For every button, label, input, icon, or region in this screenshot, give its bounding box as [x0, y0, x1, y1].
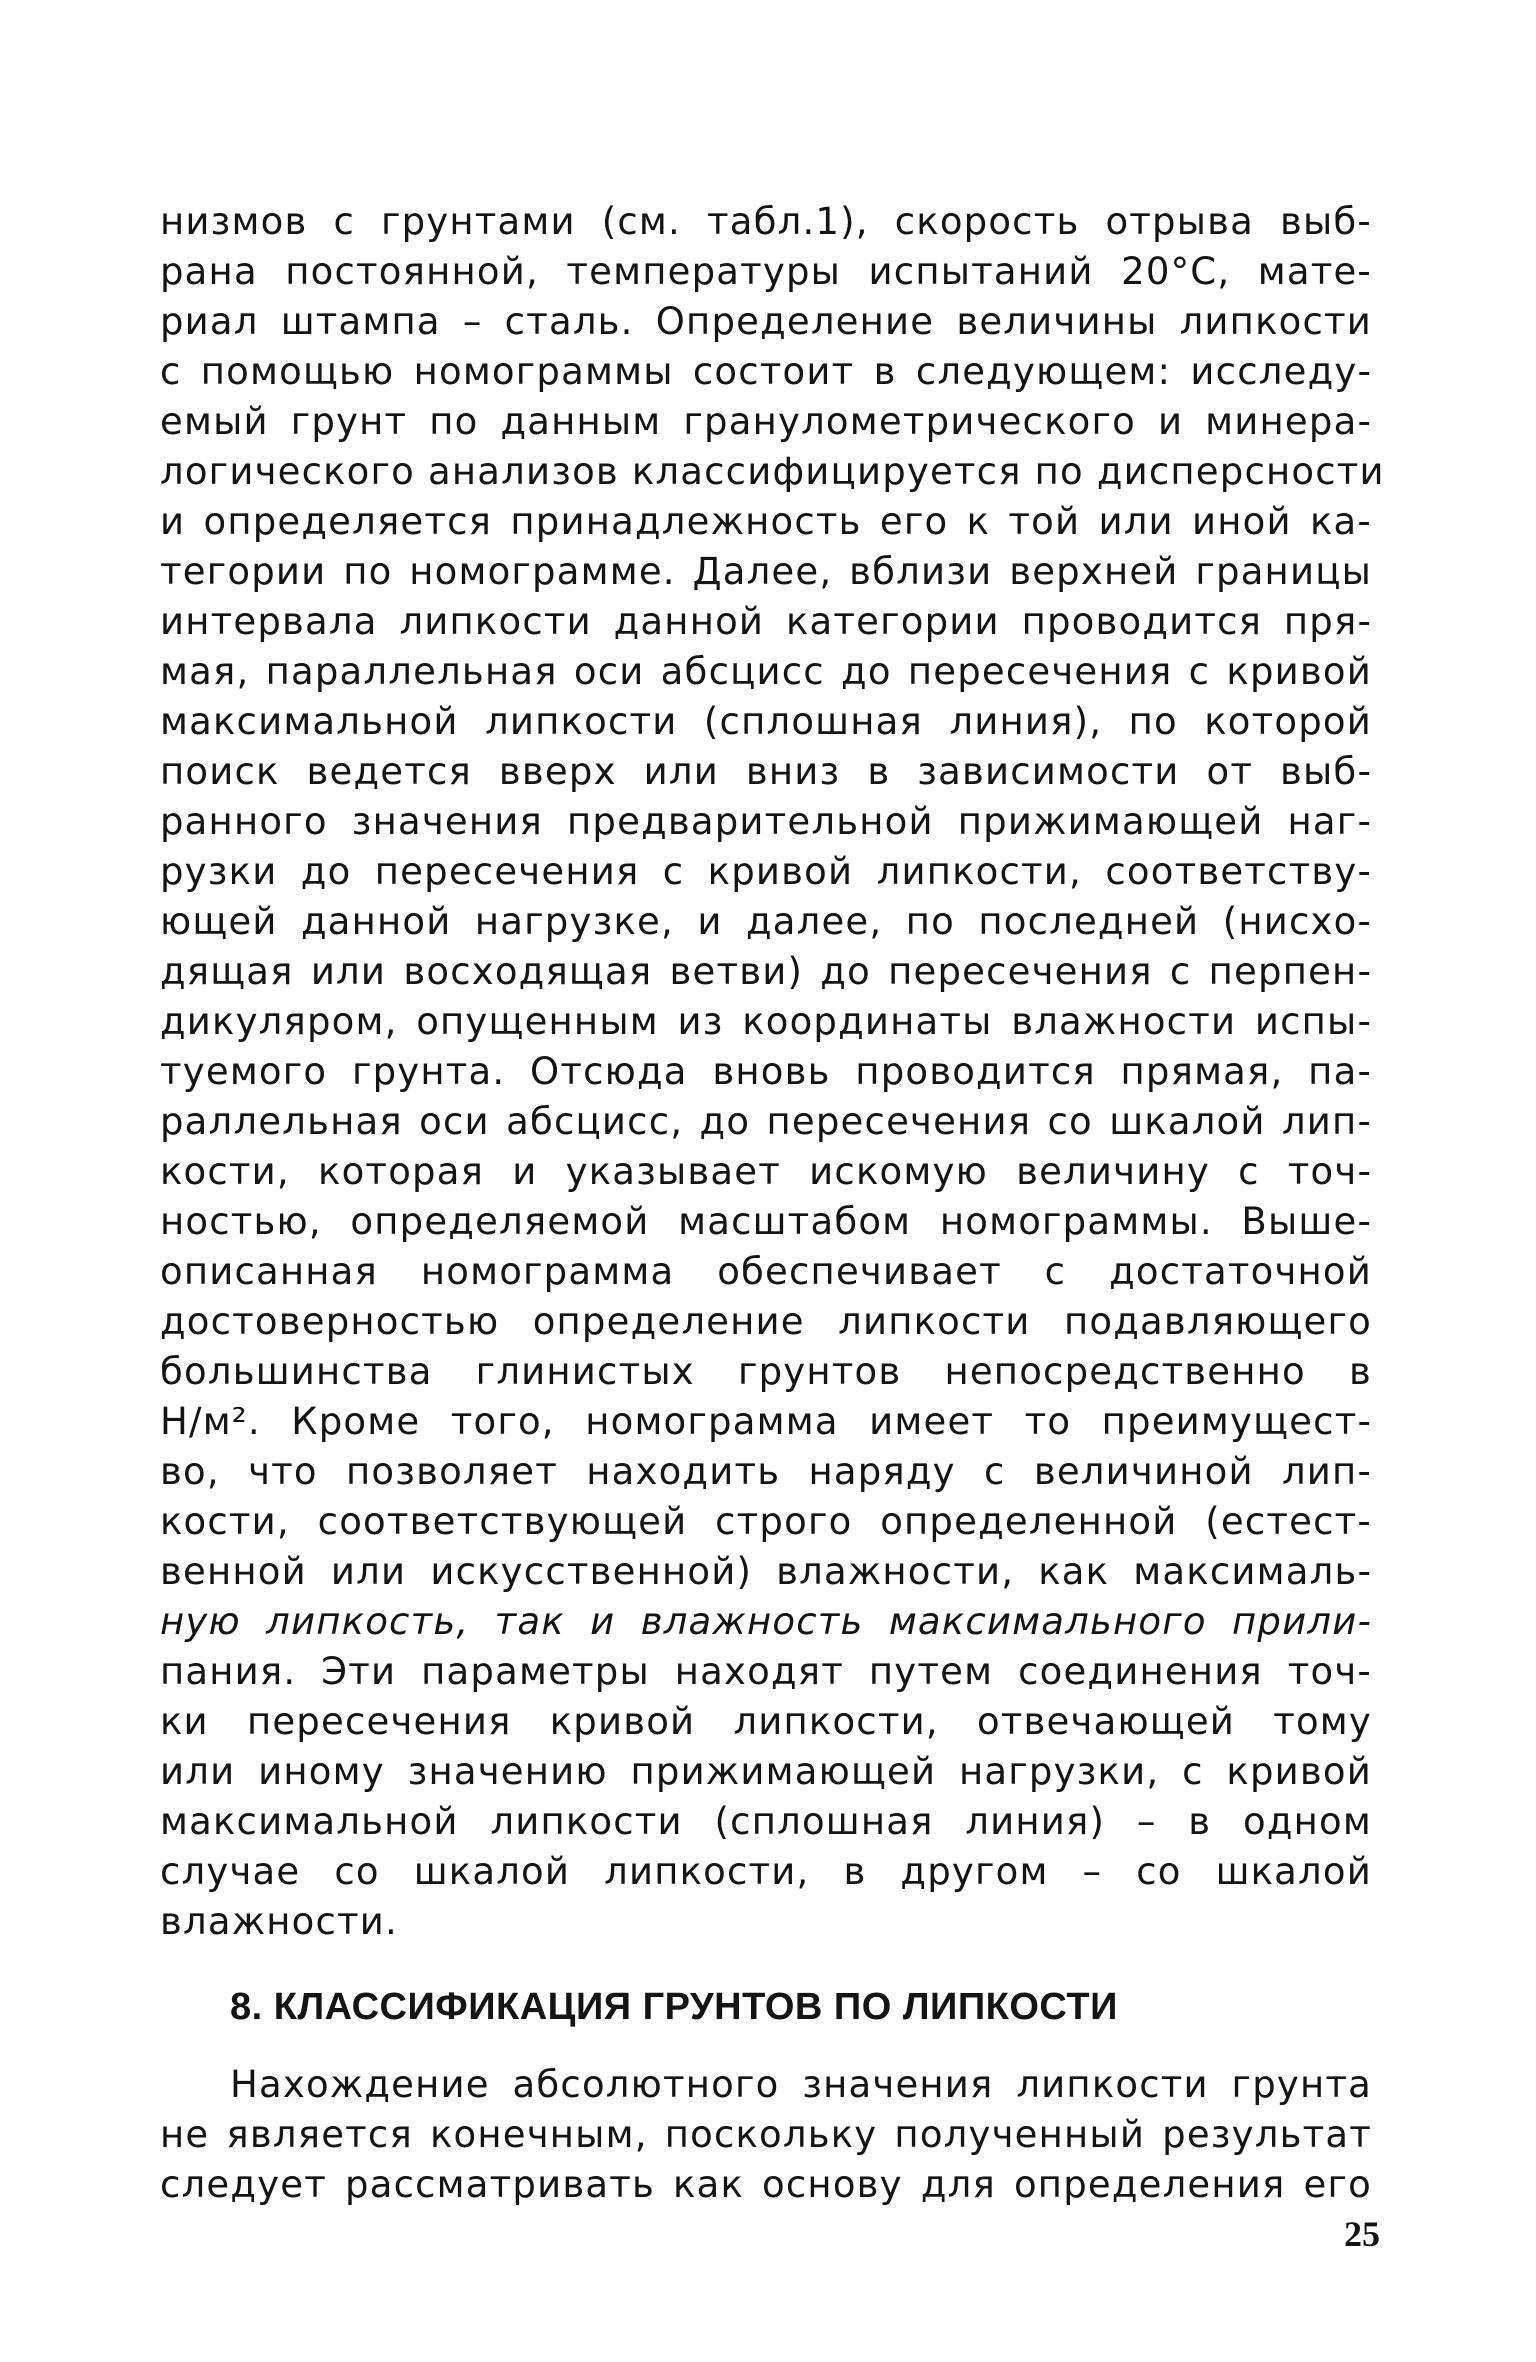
body-paragraph: [160, 197, 1385, 1947]
text-line: ную липкость, так и влажность максимального прили-: [160, 1600, 1372, 1643]
text-line: венной или искусственной) влажности, как максималь-: [160, 1550, 1372, 1593]
text-line: раллельная оси абсцисс, до пересечения со шкалой лип-: [160, 1100, 1372, 1143]
section-paragraph: [160, 2060, 1372, 2210]
text-line: ностью, определяемой масштабом номограммы. Выше-: [160, 1200, 1372, 1243]
text-line: максимальной липкости (сплошная линия) – в одном: [160, 1800, 1372, 1843]
text-line: во, что позволяет находить наряду с величиной лип-: [160, 1450, 1372, 1493]
text-line: кости, соответствующей строго определенной (естест-: [160, 1500, 1372, 1543]
text-line: достоверностью определение липкости подавляющего: [160, 1300, 1372, 1343]
text-line: не является конечным, поскольку полученный результат: [160, 2113, 1372, 2156]
text-line: следует рассматривать как основу для определения его: [160, 2163, 1372, 2206]
text-line: описанная номограмма обеспечивает с достаточной: [160, 1250, 1372, 1293]
text-line: емый грунт по данным гранулометрического и минера-: [160, 400, 1372, 443]
page-number: 25: [1344, 2214, 1380, 2254]
text-line: дящая или восходящая ветви) до пересечения с перпен-: [160, 950, 1372, 993]
text-line: большинства глинистых грунтов непосредственно в: [160, 1350, 1372, 1393]
text-line: Н/м². Кроме того, номограмма имеет то преимущест-: [160, 1400, 1372, 1443]
text-line: дикуляром, опущенным из координаты влажности испы-: [160, 1000, 1372, 1043]
text-line: или иному значению прижимающей нагрузки, с кривой: [160, 1750, 1372, 1793]
text-line: максимальной липкости (сплошная линия), по которой: [160, 700, 1372, 743]
text-line: и определяется принадлежность его к той или иной ка-: [160, 500, 1372, 543]
text-line: логического анализов классифицируется по дисперсности: [160, 450, 1385, 493]
text-line: низмов с грунтами (см. табл.1), скорость отрыва выб-: [160, 200, 1372, 243]
text-line: тегории по номограмме. Далее, вблизи верхней границы: [160, 550, 1372, 593]
text-line: кости, которая и указывает искомую величину с точ-: [160, 1150, 1372, 1193]
text-line: пания. Эти параметры находят путем соединения точ-: [160, 1650, 1372, 1693]
text-line: Нахождение абсолютного значения липкости грунта: [230, 2063, 1372, 2106]
text-line: с помощью номограммы состоит в следующем: исследу-: [160, 350, 1372, 393]
text-line: ющей данной нагрузке, и далее, по последней (нисхо-: [160, 900, 1372, 943]
section-heading: 8. КЛАССИФИКАЦИЯ ГРУНТОВ ПО ЛИПКОСТИ: [230, 1986, 1118, 2028]
text-line: туемого грунта. Отсюда вновь проводится прямая, па-: [160, 1050, 1372, 1093]
text-line: рана постоянной, температуры испытаний 20°С, мате-: [160, 250, 1372, 293]
text-line: случае со шкалой липкости, в другом – со шкалой: [160, 1850, 1372, 1893]
text-line: интервала липкости данной категории проводится пря-: [160, 600, 1372, 643]
text-line: риал штампа – сталь. Определение величины липкости: [160, 300, 1372, 343]
text-line: ки пересечения кривой липкости, отвечающей тому: [160, 1700, 1372, 1743]
text-line: влажности.: [160, 1900, 398, 1943]
text-line: мая, параллельная оси абсцисс до пересечения с кривой: [160, 650, 1372, 693]
text-line: ранного значения предварительной прижимающей наг-: [160, 800, 1372, 843]
text-line: поиск ведется вверх или вниз в зависимости от выб-: [160, 750, 1372, 793]
text-line: рузки до пересечения с кривой липкости, соответству-: [160, 850, 1372, 893]
